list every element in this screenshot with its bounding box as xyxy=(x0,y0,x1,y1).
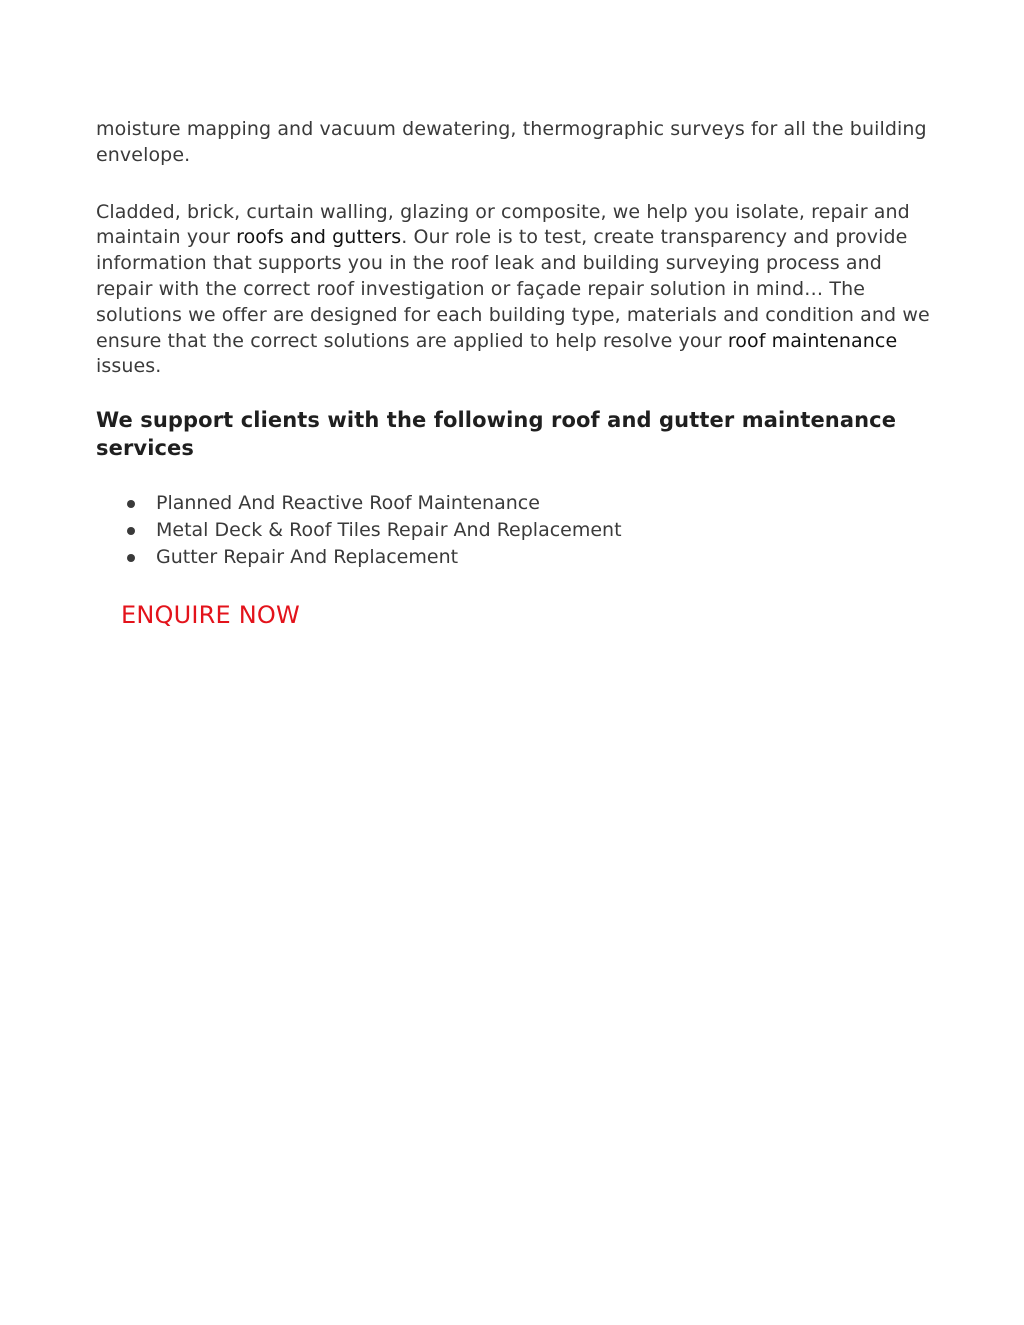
bullet-icon xyxy=(127,500,135,508)
roof-maintenance-link[interactable]: roof maintenance xyxy=(727,329,898,352)
list-item xyxy=(96,544,936,571)
document-page xyxy=(96,117,936,630)
services-heading: We support clients with the following roof and gutter maintenance services xyxy=(96,408,897,461)
body-text-part3: issues. xyxy=(96,355,162,378)
bullet-icon xyxy=(127,527,135,535)
list-item xyxy=(96,517,936,544)
services-list xyxy=(96,490,936,571)
roofs-and-gutters-link[interactable]: roofs and gutters xyxy=(236,226,402,249)
enquire-now-link[interactable]: ENQUIRE NOW xyxy=(121,601,300,630)
intro-continuation-paragraph: moisture mapping and vacuum dewatering, thermographic surveys for all the building envelope. xyxy=(96,118,927,166)
body-text-part2: . Our role is to test, create transparency and provide information that supports you in the roof leak and building surveying process and repair with the correct roof investigation or façade repair solution in mind… The solutions we offer are designed for each building type, materials and condition and we ensure that the correct solutions are applied to help resolve your xyxy=(96,226,930,352)
list-item-label: Gutter Repair And Replacement xyxy=(156,546,459,569)
body-text-part1: Cladded, brick, curtain walling, glazing or composite, we help you isolate, repair and maintain your xyxy=(96,200,910,249)
list-item-label: Metal Deck & Roof Tiles Repair And Replacement xyxy=(156,519,622,542)
list-item-label: Planned And Reactive Roof Maintenance xyxy=(156,492,540,515)
body-paragraph xyxy=(96,200,936,381)
list-item xyxy=(96,490,936,517)
bullet-icon xyxy=(127,554,135,562)
